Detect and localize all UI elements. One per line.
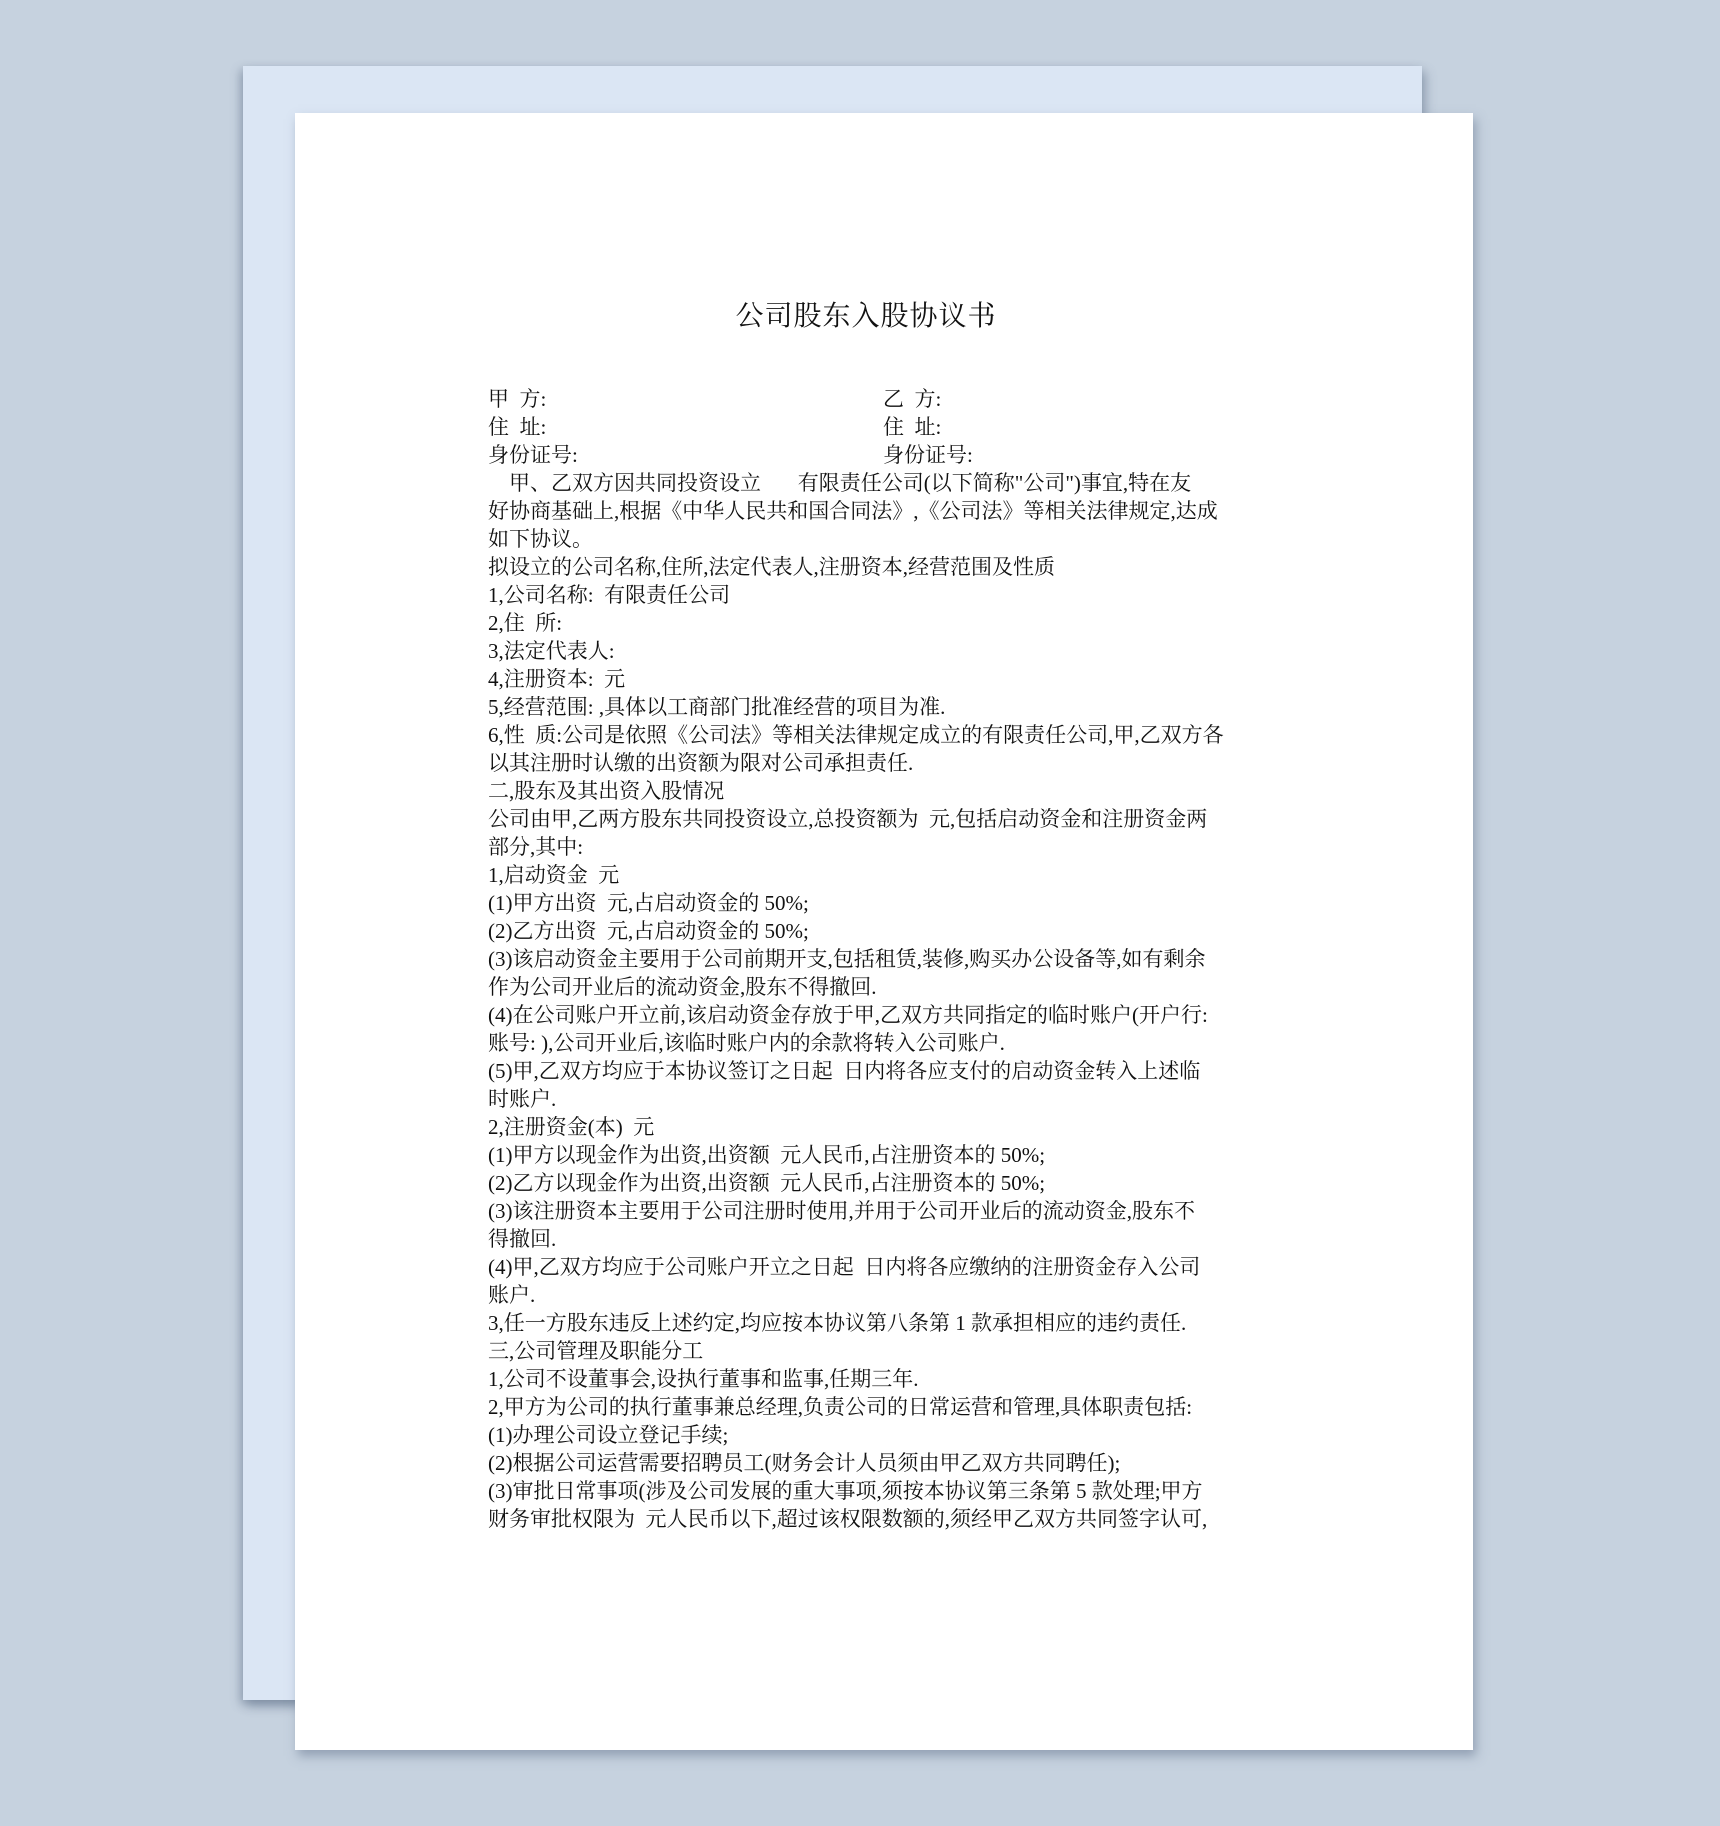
party-field-left: 甲 方: bbox=[488, 387, 547, 411]
document-line: 1,启动资金 元 bbox=[488, 863, 620, 887]
document-title: 公司股东入股协议书 bbox=[735, 301, 997, 332]
document-line: 3,任一方股东违反上述约定,均应按本协议第八条第 1 款承担相应的违约责任. bbox=[488, 1311, 1187, 1335]
document-line: 2,甲方为公司的执行董事兼总经理,负责公司的日常运营和管理,具体职责包括: bbox=[488, 1395, 1193, 1419]
document-line: 2,住 所: bbox=[488, 611, 563, 635]
document-line: (5)甲,乙双方均应于本协议签订之日起 日内将各应支付的启动资金转入上述临 bbox=[488, 1059, 1201, 1083]
document-line: 财务审批权限为 元人民币以下,超过该权限数额的,须经甲乙双方共同签字认可, bbox=[488, 1507, 1208, 1531]
document-line: 以其注册时认缴的出资额为限对公司承担责任. bbox=[488, 751, 914, 775]
document-line: 二,股东及其出资入股情况 bbox=[488, 779, 725, 803]
party-field-right: 乙 方: bbox=[883, 387, 942, 411]
document-line: (1)办理公司设立登记手续; bbox=[488, 1423, 729, 1447]
document-line: (3)审批日常事项(涉及公司发展的重大事项,须按本协议第三条第 5 款处理;甲方 bbox=[488, 1479, 1203, 1503]
party-header-row bbox=[488, 441, 1358, 469]
document-line: 4,注册资本: 元 bbox=[488, 667, 626, 691]
document-line: (1)甲方出资 元,占启动资金的 50%; bbox=[488, 891, 809, 915]
document-line: (2)乙方出资 元,占启动资金的 50%; bbox=[488, 919, 809, 943]
document-line: 2,注册资金(本) 元 bbox=[488, 1115, 655, 1139]
document-content bbox=[295, 113, 1473, 1533]
document-page bbox=[295, 113, 1473, 1750]
document-line: 得撤回. bbox=[488, 1227, 557, 1251]
document-line: 5,经营范围: ,具体以工商部门批准经营的项目为准. bbox=[488, 695, 946, 719]
party-field-left: 住 址: bbox=[488, 415, 547, 439]
document-line: 如下协议。 bbox=[488, 527, 593, 551]
party-header-rows bbox=[488, 385, 1358, 469]
document-line: 6,性 质:公司是依照《公司法》等相关法律规定成立的有限责任公司,甲,乙双方各 bbox=[488, 723, 1224, 747]
party-field-left: 身份证号: bbox=[488, 443, 578, 467]
document-line: 部分,其中: bbox=[488, 835, 584, 859]
document-line: 三,公司管理及职能分工 bbox=[488, 1339, 704, 1363]
document-line: (1)甲方以现金作为出资,出资额 元人民币,占注册资本的 50%; bbox=[488, 1143, 1046, 1167]
document-line: 甲、乙双方因共同投资设立 有限责任公司(以下简称"公司")事宜,特在友 bbox=[488, 471, 1192, 495]
party-header-row bbox=[488, 385, 1358, 413]
party-field-right: 住 址: bbox=[883, 415, 942, 439]
document-line: (2)乙方以现金作为出资,出资额 元人民币,占注册资本的 50%; bbox=[488, 1171, 1046, 1195]
document-line: 账户. bbox=[488, 1283, 536, 1307]
document-line: (2)根据公司运营需要招聘员工(财务会计人员须由甲乙双方共同聘任); bbox=[488, 1451, 1121, 1475]
document-line: 公司由甲,乙两方股东共同投资设立,总投资额为 元,包括启动资金和注册资金两 bbox=[488, 807, 1208, 831]
party-header-row bbox=[488, 413, 1358, 441]
document-line: 时账户. bbox=[488, 1087, 557, 1111]
document-line: (4)甲,乙双方均应于公司账户开立之日起 日内将各应缴纳的注册资金存入公司 bbox=[488, 1255, 1201, 1279]
party-field-right: 身份证号: bbox=[883, 443, 973, 467]
document-line: (3)该注册资本主要用于公司注册时使用,并用于公司开业后的流动资金,股东不 bbox=[488, 1199, 1195, 1223]
document-line: 1,公司不设董事会,设执行董事和监事,任期三年. bbox=[488, 1367, 919, 1391]
document-line: 3,法定代表人: bbox=[488, 639, 615, 663]
document-body bbox=[488, 469, 1358, 1533]
document-line: 1,公司名称: 有限责任公司 bbox=[488, 583, 731, 607]
document-line: 作为公司开业后的流动资金,股东不得撤回. bbox=[488, 975, 877, 999]
document-line: (4)在公司账户开立前,该启动资金存放于甲,乙双方共同指定的临时账户(开户行: bbox=[488, 1003, 1208, 1027]
document-line: 拟设立的公司名称,住所,法定代表人,注册资本,经营范围及性质 bbox=[488, 555, 1055, 579]
document-line: 好协商基础上,根据《中华人民共和国合同法》,《公司法》等相关法律规定,达成 bbox=[488, 499, 1218, 523]
document-line: 账号: ),公司开业后,该临时账户内的余款将转入公司账户. bbox=[488, 1031, 1005, 1055]
document-line: (3)该启动资金主要用于公司前期开支,包括租赁,装修,购买办公设备等,如有剩余 bbox=[488, 947, 1206, 971]
